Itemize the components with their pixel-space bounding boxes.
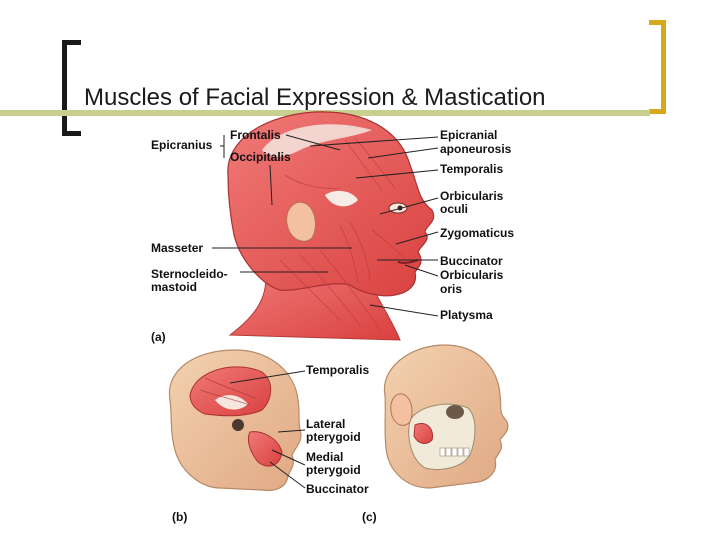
label-frontalis: Frontalis (230, 128, 281, 142)
panel-c-skull-illustration (384, 345, 507, 488)
label-masseter: Masseter (151, 241, 204, 255)
label-orbicularis-oculi-line1: Orbicularis (440, 189, 504, 203)
label-temporalis-a: Temporalis (440, 162, 504, 176)
label-epicranial-aponeurosis-line2: aponeurosis (440, 142, 512, 156)
label-lateral-pterygoid-line2: pterygoid (306, 430, 361, 444)
label-sternocleidomastoid-line2: mastoid (151, 280, 198, 294)
panel-a-head-illustration (228, 112, 434, 340)
label-medial-pterygoid-line2: pterygoid (306, 463, 361, 477)
label-epicranial-aponeurosis-line1: Epicranial (440, 128, 498, 142)
label-platysma: Platysma (440, 308, 493, 322)
label-orbicularis-oris-line1: Orbicularis (440, 268, 504, 282)
label-occipitalis: Occipitalis (230, 150, 291, 164)
panel-b-skull-illustration (169, 350, 301, 490)
label-lateral-pterygoid-line1: Lateral (306, 417, 346, 431)
panel-c-tag: (c) (362, 510, 377, 524)
label-buccinator-b: Buccinator (306, 482, 369, 496)
label-sternocleidomastoid-line1: Sternocleido- (151, 267, 228, 281)
label-medial-pterygoid-line1: Medial (306, 450, 344, 464)
slide-title: Muscles of Facial Expression & Mastication (84, 84, 546, 111)
label-temporalis-b: Temporalis (306, 363, 370, 377)
panel-a-tag: (a) (151, 330, 166, 344)
panel-b-tag: (b) (172, 510, 188, 524)
label-epicranius: Epicranius (151, 138, 213, 152)
label-orbicularis-oris-line2: oris (440, 282, 463, 296)
label-zygomaticus: Zygomaticus (440, 226, 515, 240)
label-buccinator-a: Buccinator (440, 254, 503, 268)
label-orbicularis-oculi-line2: oculi (440, 202, 469, 216)
